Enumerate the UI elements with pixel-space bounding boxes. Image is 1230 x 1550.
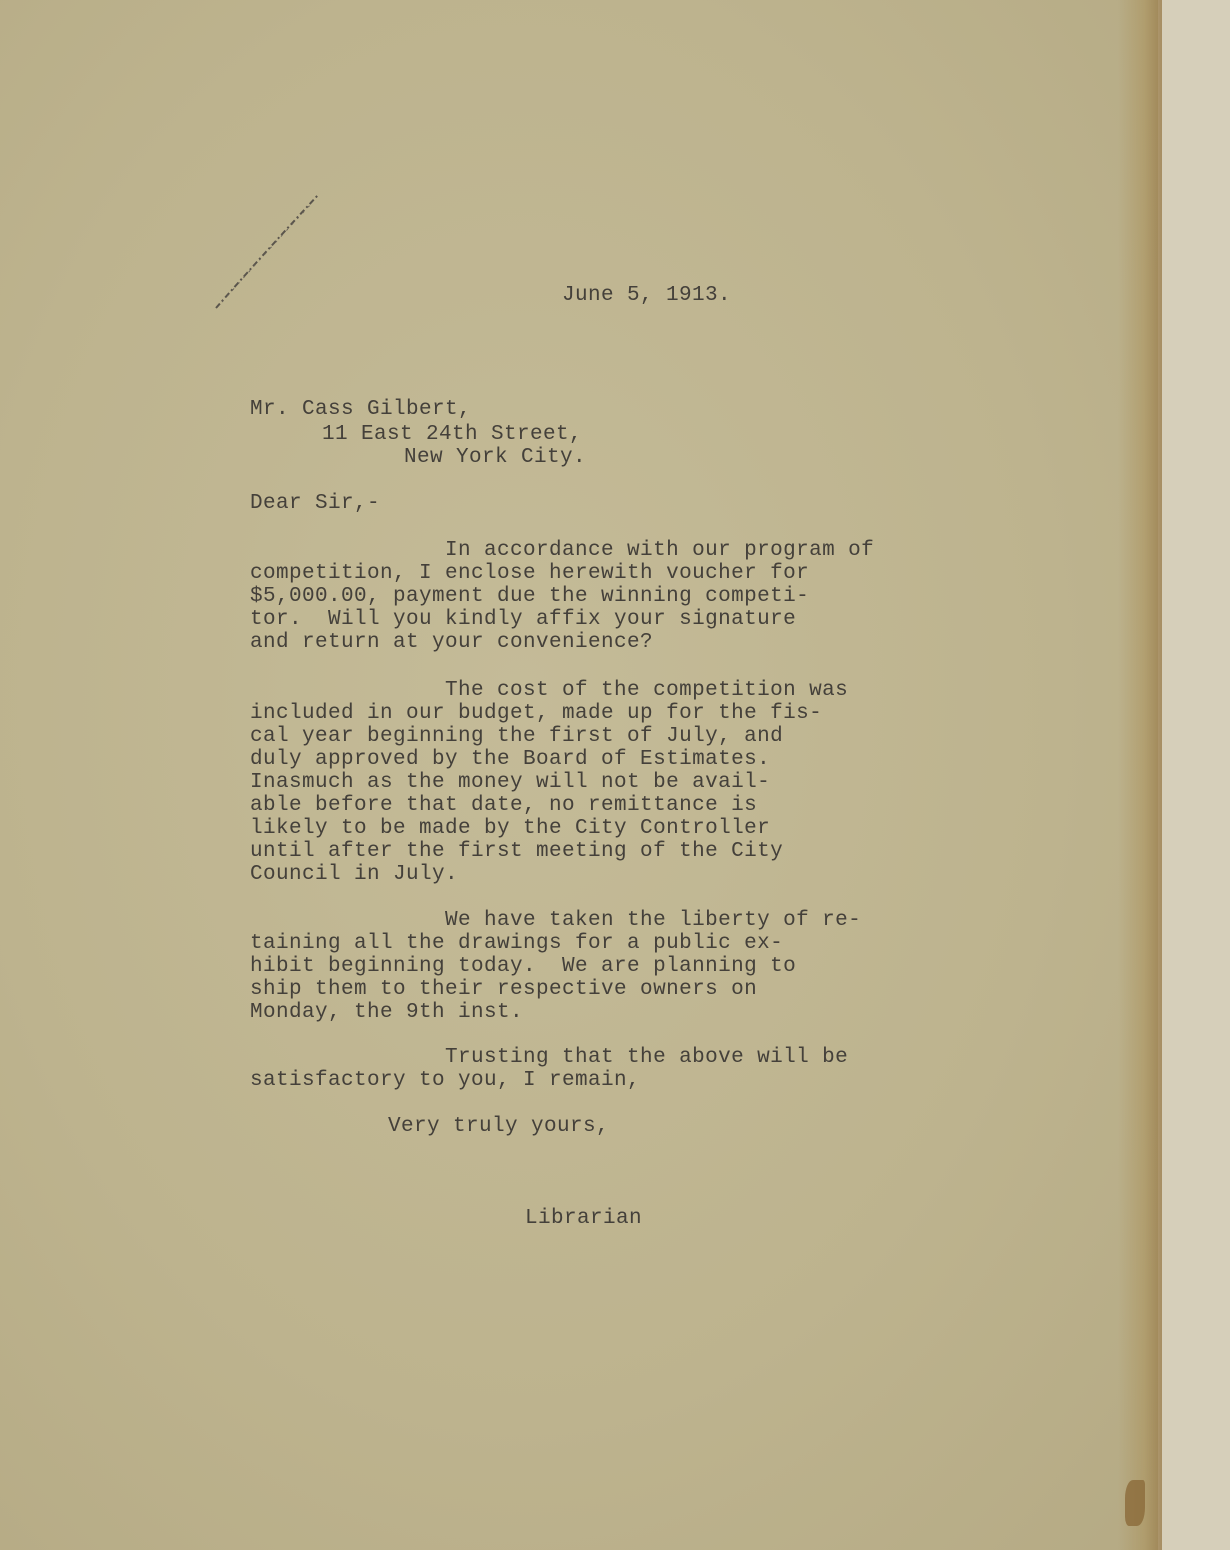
pencil-mark-icon [208,190,328,320]
paragraph-drawings: We have taken the liberty of re- taining all the drawings for a public ex- hibit beginning today. We are planning to ship them to their respective owners on Monday, the 9th inst. [250,909,862,1024]
signer-title: Librarian [525,1207,643,1230]
recipient-street: 11 East 24th Street, [322,423,583,446]
paragraph-trusting: Trusting that the above will be satisfactory to you, I remain, [250,1046,849,1092]
paragraph-voucher: In accordance with our program of competition, I enclose herewith voucher for $5,000.00, payment due the winning competi- tor. Will you kindly affix your signature and return at your convenience? [250,539,875,654]
paper-tear [1125,1480,1145,1526]
closing: Very truly yours, [388,1115,610,1138]
paragraph-budget: The cost of the competition was included in our budget, made up for the fis- cal year beginning the first of July, and duly approved by the Board of Estimates. Inasmuch as the money will not be avail- able before that date, no remittance is likely to be made by the City Controller until after the first meeting of the City Council in July. [250,679,849,886]
letter-date: June 5, 1913. [562,284,732,307]
paper-edge [1118,0,1162,1550]
recipient-city: New York City. [404,446,587,469]
recipient-name: Mr. Cass Gilbert, [250,398,472,421]
salutation: Dear Sir,- [250,492,381,515]
